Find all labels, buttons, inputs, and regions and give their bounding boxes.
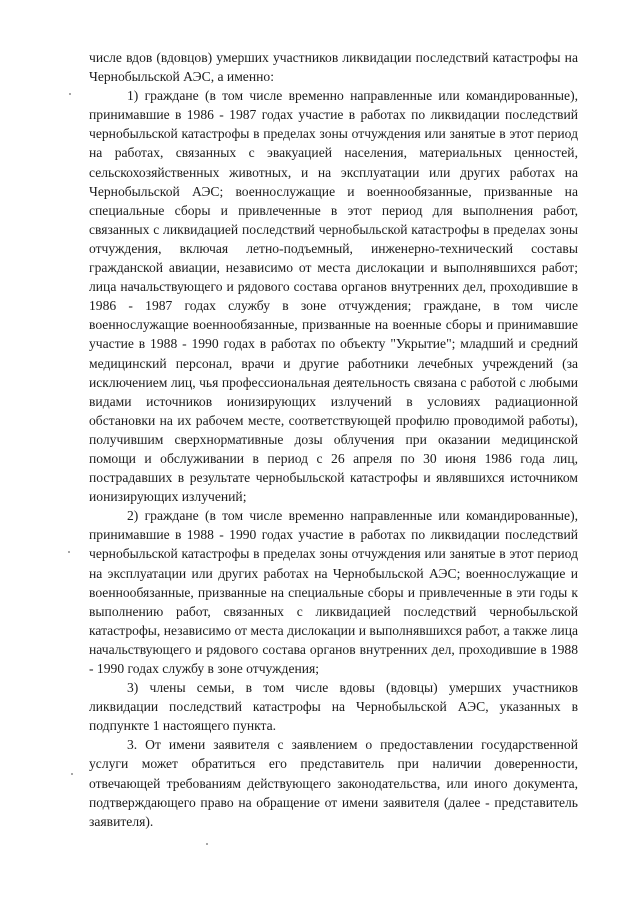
paragraph-item-3: 3) члены семьи, в том числе вдовы (вдовцы) умерших участников ликвидации последствий катастрофы на Чернобыльской АЭС, указанных в подпункте 1 настоящего пункта. (89, 680, 578, 734)
scan-speck (69, 93, 71, 95)
scan-speck (68, 551, 70, 553)
paragraph-clause-3: 3. От имени заявителя с заявлением о предоставлении государственной услуги может обратиться его представитель при наличии доверенности, отвечающей требованиям действующего законодательства, или иного документа, подтверждающего право на обращение от имени заявителя (далее - представитель заявителя). (89, 737, 578, 829)
paragraph-item-2: 2) граждане (в том числе временно направленные или командированные), принимавшие в 1988 - 1990 годах участие в работах по ликвидации последствий чернобыльской катастрофы в пределах зоны отчуждения или занятые в этот период на эксплуатации или других работах на Чернобыльской АЭС; военнослужащие и военнообязанные, призванные на специальные сборы и привлеченные в эти годы к выполнению работ, связанных с ликвидацией последствий чернобыльской катастрофы, независимо от места дислокации и выполнявшихся работ, а также лица начальствующего и рядового состава органов внутренних дел, проходившие в 1988 - 1990 годах службу в зоне отчуждения; (89, 508, 578, 676)
document-body (89, 48, 578, 831)
paragraph-intro: числе вдов (вдовцов) умерших участников ликвидации последствий катастрофы на Чернобыльской АЭС, а именно: (89, 50, 578, 85)
scan-speck (206, 843, 208, 845)
paragraph-item-1: 1) граждане (в том числе временно направленные или командированные), принимавшие в 1986 - 1987 годах участие в работах по ликвидации последствий чернобыльской катастрофы в пределах зоны отчуждения или занятые в этот период на работах, связанных с эвакуацией населения, материальных ценностей, сельскохозяйственных животных, и на эксплуатации или других работах на Чернобыльской АЭС; военнослужащие и военнообязанные, призванные на специальные сборы и привлеченные в этот период для выполнения работ, связанных с ликвидацией последствий чернобыльской катастрофы в пределах зоны отчуждения, включая летно-подъемный, инженерно-технический составы гражданской авиации, независимо от места дислокации и выполнявшихся работ; лица начальствующего и рядового состава органов внутренних дел, проходившие в 1986 - 1987 годах службу в зоне отчуждения; граждане, в том числе военнослужащие военнообязанные, призванные на военные сборы и принимавшие участие в 1988 - 1990 годах в работах по объекту "Укрытие"; младший и средний медицинский персонал, врачи и другие работники лечебных учреждений (за исключением лиц, чья профессиональная деятельность связана с работой с любыми видами источников ионизирующих излучений в условиях радиационной обстановки на их рабочем месте, соответствующей профилю проводимой работы), получившим сверхнормативные дозы облучения при оказании медицинской помощи и обслуживании в период с 26 апреля по 30 июня 1986 года лиц, пострадавших в результате чернобыльской катастрофы и являвшихся источником ионизирующих излучений; (89, 88, 578, 505)
scan-speck (71, 773, 73, 775)
